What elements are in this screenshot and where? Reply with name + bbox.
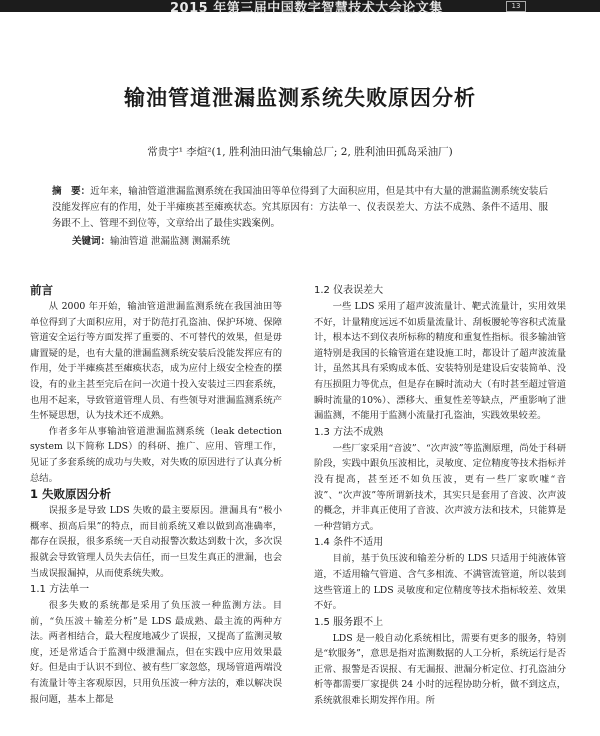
conference-name: 2015 年第三届中国数字智慧技术大会论文集 <box>170 1 443 16</box>
abstract-text: 近年来，输油管道泄漏监测系统在我国油田等单位得到了大面积应用，但是其中有大量的泄漏监测系统安装后没能发挥应有的作用，处于半瘫痪甚至瘫痪状态。究其原因有：方法单一、仪表误差大、方法不成熟、条件不适用、服务跟不上、管理不到位等，文章给出了最佳实践案例。 <box>52 186 548 229</box>
right-column <box>314 282 566 709</box>
paragraph: 目前，基于负压波和输差分析的 LDS 只适用于纯液体管道，不适用输气管道、含气多相流、不满管流管道，所以装到这些管道上的 LDS 灵敏度和定位精度等技术指标较差、效果不好。 <box>314 553 566 612</box>
left-column <box>30 282 282 707</box>
paragraph: 很多失败的系统都是采用了负压波一种监测方法。目前，“负压波＋输差分析”是 LDS 最成熟、最主流的两种方法。两者相结合，最大程度地减少了误报，又提高了监测灵敏度，还是常适合于监测中级泄漏点，但在实践中应用效果最好。但是由于认识不到位、被有些厂家忽悠，现场管道两端没有流量计等主客观原因，只用负压波一种方法的，难以解决误报问题，基本上都是 <box>30 600 282 705</box>
section-heading-1: 1 失败原因分析 <box>30 487 112 502</box>
abstract <box>52 184 548 232</box>
paragraph: 作者多年从事输油管道泄漏监测系统（leak detection system 以下简称 LDS）的科研、推广、应用、管理工作，见证了多套系统的成功与失败，对失败的原因进行了认真分析总结。 <box>30 425 282 484</box>
paragraph: 一些厂家采用“音波”、“次声波”等监测原理，尚处于科研阶段，实践中跟负压波相比，灵敏度、定位精度等技术指标并没有提高，甚至还不如负压波，更有一些厂家吹嘘“音波”、“次声波”等所谓新技术，其实只是套用了音波、次声波的概念，并非真正使用了音波、次声波方法和技术，只能算是一种营销方式。 <box>314 442 566 532</box>
keywords <box>72 233 548 247</box>
running-header <box>0 0 600 16</box>
page-number: 13 <box>506 1 526 12</box>
author-line: 常贵宇¹ 李煊²(1, 胜利油田油气集输总厂; 2, 胜利油田孤岛采油厂) <box>147 146 453 158</box>
paper-title: 输油管道泄漏监测系统失败原因分析 <box>124 86 476 110</box>
keywords-label: 关键词： <box>72 236 111 247</box>
paragraph: 误报多是导致 LDS 失败的最主要原因。泄漏具有“极小概率、损高后果”的特点，而目前系统又难以做到高准确率，都存在误报，很多系统一天自动报警次数达到数十次，多次误报就会导致管理人员失去信任，而一旦发生真正的泄漏，也会当成误报漏掉，从而使系统失败。 <box>30 505 282 579</box>
subsection-heading-1-1: 1.1 方法单一 <box>30 584 90 596</box>
abstract-label: 摘 要： <box>52 186 91 197</box>
section-heading-intro: 前言 <box>30 283 53 297</box>
subsection-heading-1-2: 1.2 仪表误差大 <box>314 285 384 296</box>
subsection-heading-1-3: 1.3 方法不成熟 <box>314 426 384 438</box>
paragraph: LDS 是一般自动化系统相比，需要有更多的服务，特别是“软服务”，意思是指对监测数据的人工分析，系统运行是否正常、报警是否误报、有无漏报、泄漏分析定位、打孔盗油分析等都需要厂家提供 24 小时的远程协助分析，做不到这点，系统就很难长期发挥作用。所 <box>314 632 566 707</box>
keywords-text: 输油管道 泄漏监测 测漏系统 <box>110 236 231 247</box>
subsection-heading-1-4: 1.4 条件不适用 <box>314 537 384 549</box>
paragraph: 从 2000 年开始，输油管道泄漏监测系统在我国油田等单位得到了大面积应用，对于防范打孔盗油、保护环境、保障管道安全运行等方面发挥了重要的、不可替代的效果，但是毋庸置疑的是，也有大量的泄漏监测系统安装后没能发挥应有的作用，处于半瘫痪甚至瘫痪状态，成为应付上级安全检查的摆设，有的业主甚至完后在问一次道十投入安装过三四套系统，也用不起来，导致管道管理人员、有些领导对泄漏监测系统产生怀疑思想，认为技术还不成熟。 <box>30 301 282 422</box>
paragraph: 一些 LDS 采用了超声波流量计、靶式流量计，实用效果不好，计量精度远远不如质量流量计、刮板腰轮等容积式流量计，根本达不到仪表所标称的精度和重复性指标。很多输油管道特别是我国的长输管道在建设施工时，都设计了超声波流量计，虽然其具有采购成本低、安装特别是建设后安装简单、没有压损阻力等优点，但是存在瞬时流动大（有时甚至超过管道瞬时流量的10%）、漂移大、重复性差等缺点，严重影响了泄漏监测，不能用于监测小流量打孔盗油，实践效果较差。 <box>314 301 566 422</box>
subsection-heading-1-5: 1.5 服务跟不上 <box>314 616 384 628</box>
